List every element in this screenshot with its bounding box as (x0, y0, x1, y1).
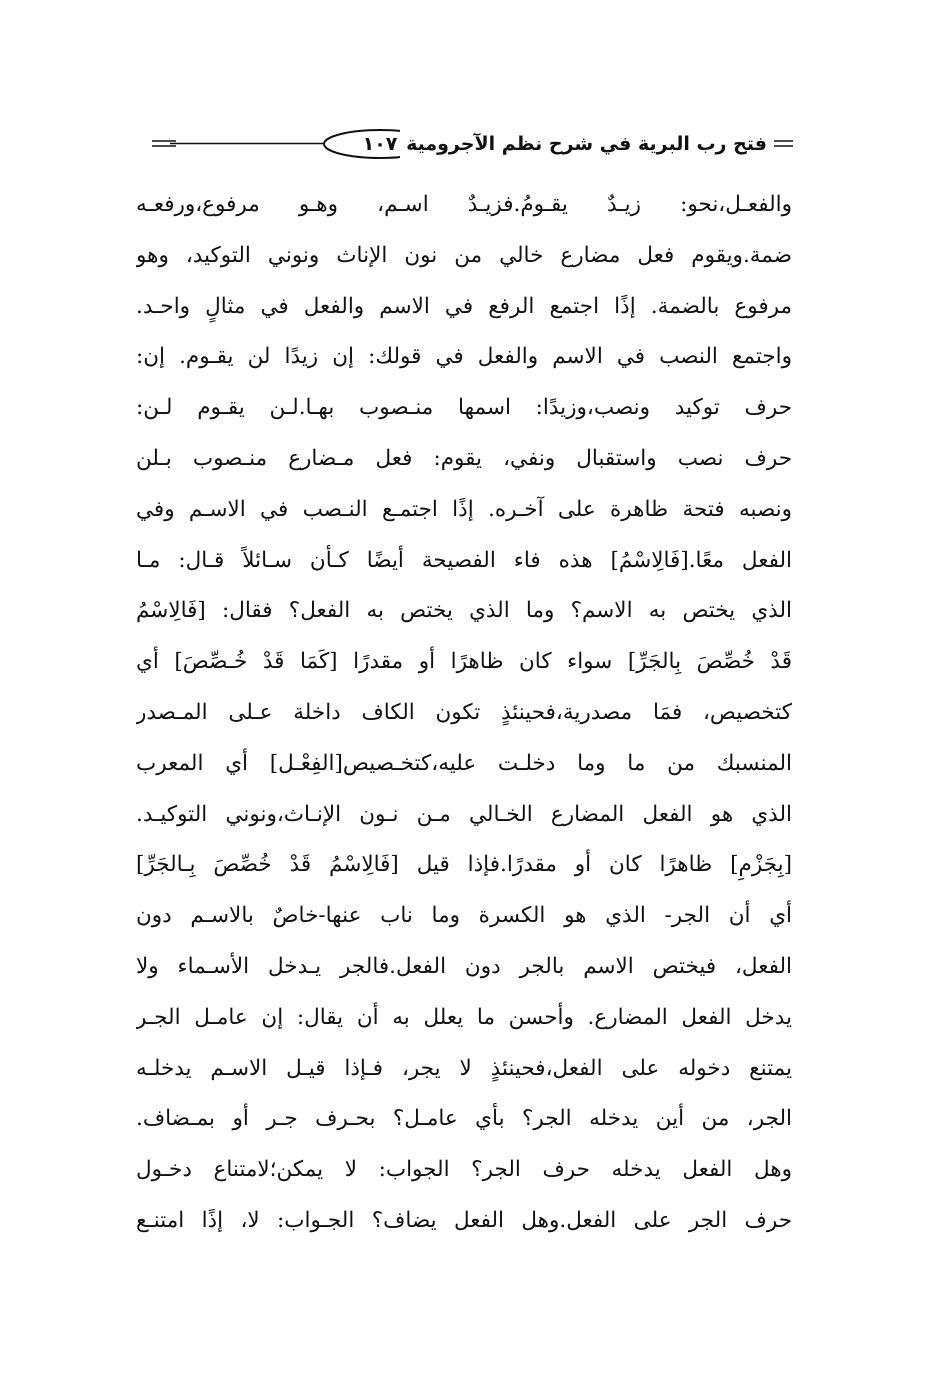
text-line: يدخل الفعل المضارع. وأحسن ما يعلل به أن يقال: إن عامـل الجـر (136, 1004, 792, 1030)
text-line: ونصبه فتحة ظاهرة على آخـره. إذًا اجتمـع النـصب في الاسـم وفي (136, 496, 792, 522)
text-line: الجر، من أين يدخله الجر؟ بأي عامـل؟ بحـرف جـر أو بمـضاف. (136, 1106, 792, 1132)
text-line: واجتمع النصب في الاسم والفعل في قولك: إن زيدًا لن يقـوم. إن: (136, 344, 792, 370)
text-line: يمتنع دخوله على الفعل،فحينئذٍ لا يجر، فـإذا قيـل الاسـم يدخلـه (136, 1055, 792, 1081)
text-line: الذي هو الفعل المضارع الخـالي مـن نـون الإنـاث،ونوني التوكيـد. (136, 801, 792, 827)
text-line: وهل الفعل يدخله حرف الجر؟ الجواب: لا يمكن؛لامتناع دخـول (136, 1157, 792, 1183)
text-line: مرفوع بالضمة. إذًا اجتمع الرفع في الاسم والفعل في مثالٍ واحـد. (136, 293, 792, 319)
text-line: قَدْ خُصِّصَ بِالجَرِّ] سواء كان ظاهرًا أو مقدرًا [كَمَا قَدْ خُـصِّصَ] أي (136, 649, 792, 675)
running-title: فتح رب البرية في شرح نظم الآجرومية (400, 127, 773, 161)
text-line: والفعـل،نحو: زيـدٌ يقـومُ.فزيـدٌ اسـم، وهـو مرفوع،ورفعـه (136, 192, 792, 217)
text-line: الفعل معًا.[فَالِاسْمُ] هذه فاء الفصيحة أيضًا كـأن سـائلاً قـال: مـا (136, 547, 792, 573)
running-header (150, 126, 795, 162)
text-line: الفعل، فيختص الاسم بالجر دون الفعل.فالجر يـدخل الأسـماء ولا (136, 953, 792, 979)
text-line: حرف توكيد ونصب،وزيدًا: اسمها منـصوب بهـا.لـن يقـوم لـن: (136, 395, 792, 421)
text-line: أي أن الجر- الذي هو الكسرة وما ناب عنها-خاصٌ بالاسـم دون (136, 903, 792, 929)
page-number: ١٠٧ (362, 133, 398, 155)
body-text (136, 180, 792, 1247)
text-line: المنسبك من ما وما دخلـت عليه،كتخـصيص[الفِعْـل] أي المعرب (136, 750, 792, 776)
text-line: [بِجَزْمِ] ظاهرًا كان أو مقدرًا.فإذا قيل [فَالِاسْمُ قَدْ خُصِّصَ بِـالجَرِّ] (136, 852, 792, 878)
text-line: ضمة.ويقوم فعل مضارع خالي من نون الإناث ونوني التوكيد، وهو (136, 242, 792, 268)
text-line: الذي يختص به الاسم؟ وما الذي يختص به الفعل؟ فقال: [فَالِاسْمُ (136, 598, 792, 624)
text-line: حرف الجر على الفعل.وهل الفعل يضاف؟ الجـواب: لا، إذًا امتنـع (136, 1207, 792, 1233)
text-line: حرف نصب واستقبال ونفي، يقوم: فعل مـضارع منـصوب بـلن (136, 445, 792, 471)
text-line: كتخصيص، فمَا مصدرية،فحينئذٍ تكون الكاف داخلة عـلى المـصدر (136, 699, 792, 725)
